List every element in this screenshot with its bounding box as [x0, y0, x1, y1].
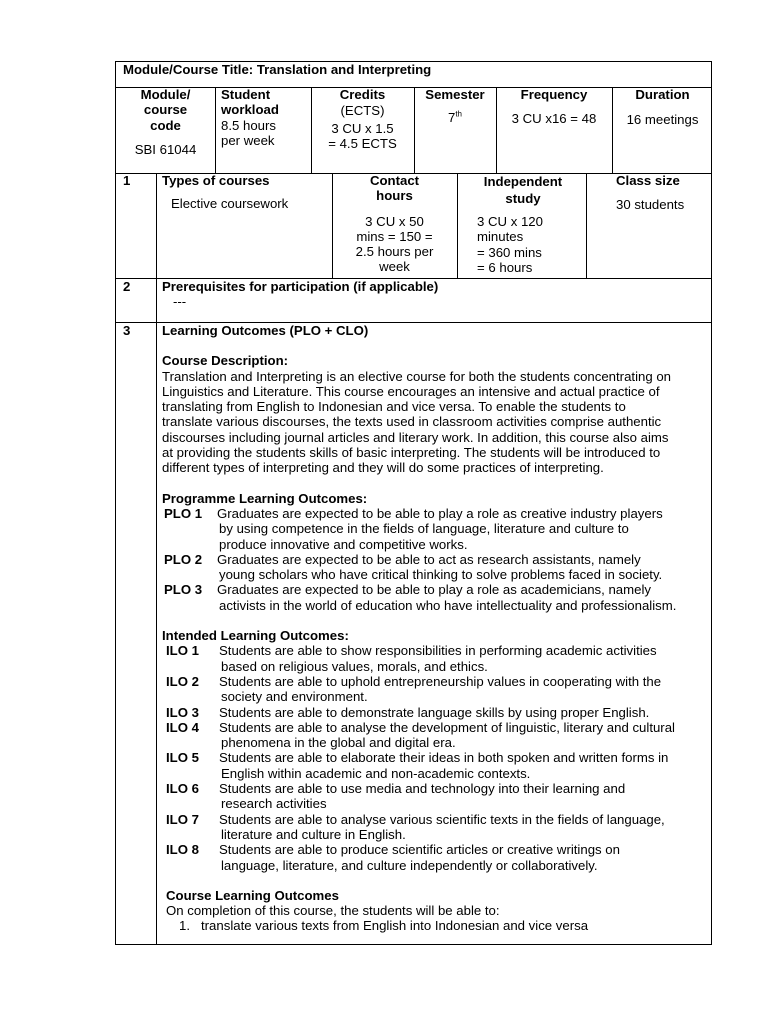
semester-cell — [414, 87, 496, 126]
ilo-text: literature and culture in English. — [221, 826, 406, 842]
duration-value: 16 meetings — [626, 112, 699, 128]
ilo-text: Students are able to demonstrate language skills by using proper English. — [219, 704, 650, 720]
ilo-label: ILO 4 — [166, 719, 199, 735]
description-line: translate various discourses, the texts used in classroom activities comprise authentic — [162, 414, 662, 430]
plo-text: Graduates are expected to be able to play a role as academicians, namely — [217, 582, 651, 598]
plo-text: Graduates are expected to be able to play a role as creative industry players — [217, 505, 663, 521]
ilo-item — [162, 643, 714, 674]
divider — [586, 173, 587, 278]
independent-study-cell — [457, 173, 586, 275]
ilo-text: Students are able to produce scientific articles or creative writings on — [219, 842, 620, 858]
ilo-item — [162, 842, 714, 873]
description-line: discourses including journal articles and literary work. In addition, this course also aims — [162, 429, 669, 445]
plo-item — [162, 552, 714, 583]
ilo-text: Students are able to show responsibilities in performing academic activities — [219, 643, 657, 659]
ilo-label: ILO 5 — [166, 750, 199, 766]
workload-label: Student workload — [221, 87, 279, 118]
ilo-text: Students are able to uphold entrepreneurship values in cooperating with the — [219, 673, 662, 689]
credits-cell — [311, 87, 414, 151]
semester-value: 7th — [447, 109, 462, 126]
frequency-label: Frequency — [520, 87, 588, 102]
prerequisites-cell — [162, 279, 710, 310]
contact-value: 3 CU x 50 mins = 150 = 2.5 hours per week — [355, 213, 434, 275]
credits-line2: = 4.5 ECTS — [328, 135, 397, 151]
plo-list — [162, 506, 714, 613]
clo-text: translate various texts from English into Indonesian and vice versa — [201, 918, 589, 934]
plo-heading: Programme Learning Outcomes: — [162, 490, 368, 506]
independent-line: minutes — [477, 229, 524, 245]
course-module-table — [115, 61, 712, 945]
ilo-text: Students are able to analyse the development of linguistic, literary and cultural — [219, 719, 675, 735]
ilo-item — [162, 705, 714, 720]
ilo-label: ILO 6 — [166, 781, 199, 797]
module-code-label: Module/ course code — [140, 87, 191, 133]
plo-text: by using competence in the fields of language, literature and culture to — [219, 521, 629, 537]
plo-text: produce innovative and competitive works. — [219, 536, 468, 552]
credits-line1: 3 CU x 1.5 — [331, 120, 394, 136]
description-line: different types of interpreting and they will do some practices of interpreting. — [162, 460, 604, 476]
ilo-label: ILO 1 — [166, 643, 199, 659]
plo-text: Graduates are expected to be able to act as research assistants, namely — [217, 551, 641, 567]
independent-line: = 6 hours — [477, 259, 533, 275]
description-line: at providing the students skills of basic interpreting. The students will be introduced to — [162, 445, 661, 461]
ilo-label: ILO 2 — [166, 673, 199, 689]
module-code-cell — [116, 87, 215, 157]
ilo-text: Students are able to use media and technology into their learning and — [219, 781, 626, 797]
course-description-heading: Course Description: — [162, 353, 289, 369]
clo-intro: On completion of this course, the students will be able to: — [166, 903, 500, 919]
ilo-item — [162, 674, 714, 705]
learning-outcomes-heading: Learning Outcomes (PLO + CLO) — [162, 323, 369, 338]
course-description — [162, 369, 714, 476]
divider — [156, 173, 157, 945]
ilo-label: ILO 3 — [166, 704, 199, 720]
credits-label: Credits — [339, 87, 386, 102]
duration-cell — [612, 87, 713, 128]
duration-label: Duration — [635, 87, 690, 102]
plo-item — [162, 506, 714, 552]
independent-label: Independent study — [483, 174, 563, 206]
ilo-text: society and environment. — [221, 689, 368, 705]
module-code: SBI 61044 — [134, 141, 197, 157]
ilo-item — [162, 812, 714, 843]
independent-value — [477, 214, 586, 275]
class-size-label: Class size — [616, 173, 680, 188]
class-size-cell — [616, 173, 711, 213]
row-number: 1 — [123, 173, 131, 188]
ilo-text: based on religious values, morals, and ethics. — [221, 658, 488, 674]
ilo-item — [162, 781, 714, 812]
prerequisites-label: Prerequisites for participation (if applicable) — [162, 279, 439, 294]
ilo-text: Students are able to analyse various scientific texts in the fields of language, — [219, 811, 665, 827]
plo-text: activists in the world of education who have intellectuality and professionalism. — [219, 597, 677, 613]
clo-item — [162, 918, 714, 933]
description-line: translating from English to Indonesian and vice versa. To enable the students to — [162, 399, 626, 415]
semester-label: Semester — [425, 87, 485, 102]
description-line: Linguistics and Literature. This course encourages an intensive and actual practice of — [162, 383, 660, 399]
independent-line: = 360 mins — [477, 244, 542, 260]
plo-item — [162, 582, 714, 613]
ilo-text: English within academic and non-academic contexts. — [221, 765, 531, 781]
ilo-heading: Intended Learning Outcomes: — [162, 628, 349, 644]
row-number: 2 — [123, 279, 131, 294]
clo-heading: Course Learning Outcomes — [166, 887, 339, 903]
ilo-label: ILO 7 — [166, 811, 199, 827]
ilo-text: language, literature, and culture independently or collaboratively. — [221, 857, 598, 873]
types-of-courses-cell — [162, 173, 330, 212]
class-size-value: 30 students — [616, 197, 685, 213]
contact-hours-cell — [332, 173, 457, 275]
credits-unit: (ECTS) — [340, 103, 385, 119]
types-value: Elective coursework — [171, 196, 289, 212]
ilo-text: research activities — [221, 796, 327, 812]
plo-label: PLO 1 — [164, 505, 203, 521]
divider — [215, 87, 216, 173]
contact-label: Contact hours — [369, 173, 420, 204]
learning-outcomes-cell — [162, 323, 714, 934]
clo-number: 1. — [179, 918, 190, 934]
types-label: Types of courses — [162, 173, 270, 188]
ilo-text: phenomena in the global and digital era. — [221, 735, 456, 751]
row-number: 3 — [123, 323, 131, 338]
ilo-text: Students are able to elaborate their ideas in both spoken and written forms in — [219, 750, 669, 766]
module-title: Module/Course Title: Translation and Interpreting — [123, 62, 432, 77]
workload-cell — [221, 87, 311, 148]
prerequisites-value: --- — [173, 294, 187, 310]
ilo-item — [162, 720, 714, 751]
plo-label: PLO 3 — [164, 582, 203, 598]
workload-value: 8.5 hours per week — [221, 117, 276, 148]
ilo-list — [162, 643, 714, 872]
description-line: Translation and Interpreting is an elective course for both the students concentrating on — [162, 368, 671, 384]
ilo-item — [162, 750, 714, 781]
frequency-value: 3 CU x16 = 48 — [511, 111, 597, 127]
frequency-cell — [496, 87, 612, 127]
plo-label: PLO 2 — [164, 551, 203, 567]
independent-line: 3 CU x 120 — [477, 214, 543, 229]
ilo-label: ILO 8 — [166, 842, 199, 858]
plo-text: young scholars who have critical thinking to solve problems faced in society. — [219, 567, 663, 583]
